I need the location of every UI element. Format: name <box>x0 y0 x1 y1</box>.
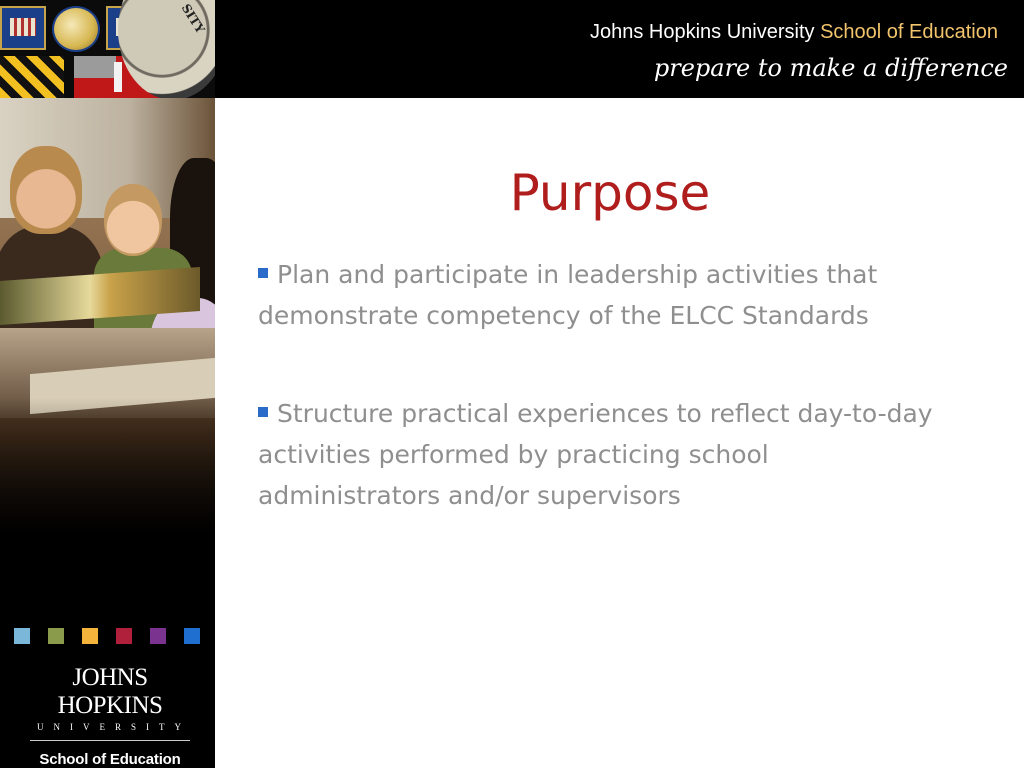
bullet-text: Plan and participate in leadership activities that demonstrate competency of the ELCC Standards <box>258 260 878 330</box>
jhu-logo <box>20 664 200 768</box>
logo-divider <box>30 740 190 741</box>
square-bullet-icon <box>258 268 268 278</box>
slide-title: Purpose <box>509 164 711 222</box>
header-band <box>0 0 1024 98</box>
logo-name: JOHNS HOPKINS <box>57 664 163 719</box>
header-university: Johns Hopkins University <box>590 21 815 43</box>
color-swatch <box>82 628 98 644</box>
color-swatch <box>150 628 166 644</box>
logo-university: UNIVERSITY <box>37 722 191 732</box>
sidebar <box>0 98 215 768</box>
color-swatch <box>184 628 200 644</box>
square-bullet-icon <box>258 407 268 417</box>
color-swatch <box>48 628 64 644</box>
bullet-list <box>258 254 958 573</box>
header-title <box>590 21 998 44</box>
seal-lettering: SITY <box>178 1 208 36</box>
header-school: School of Education <box>820 21 998 43</box>
globe-icon <box>52 6 100 52</box>
color-swatch <box>14 628 30 644</box>
crest-shield-left <box>0 6 46 50</box>
classroom-photo <box>0 98 215 558</box>
header-tagline: prepare to make a difference <box>653 54 1008 82</box>
bullet-item <box>258 393 958 516</box>
university-crest-banner <box>0 0 215 98</box>
color-swatches <box>14 628 204 644</box>
maryland-flag-icon <box>0 56 64 98</box>
bullet-item <box>258 254 958 336</box>
color-swatch <box>116 628 132 644</box>
bullet-text: Structure practical experiences to reflect day-to-day activities performed by practicing school administrators and/or supervisors <box>258 399 933 510</box>
logo-school: School of Education <box>39 751 181 768</box>
